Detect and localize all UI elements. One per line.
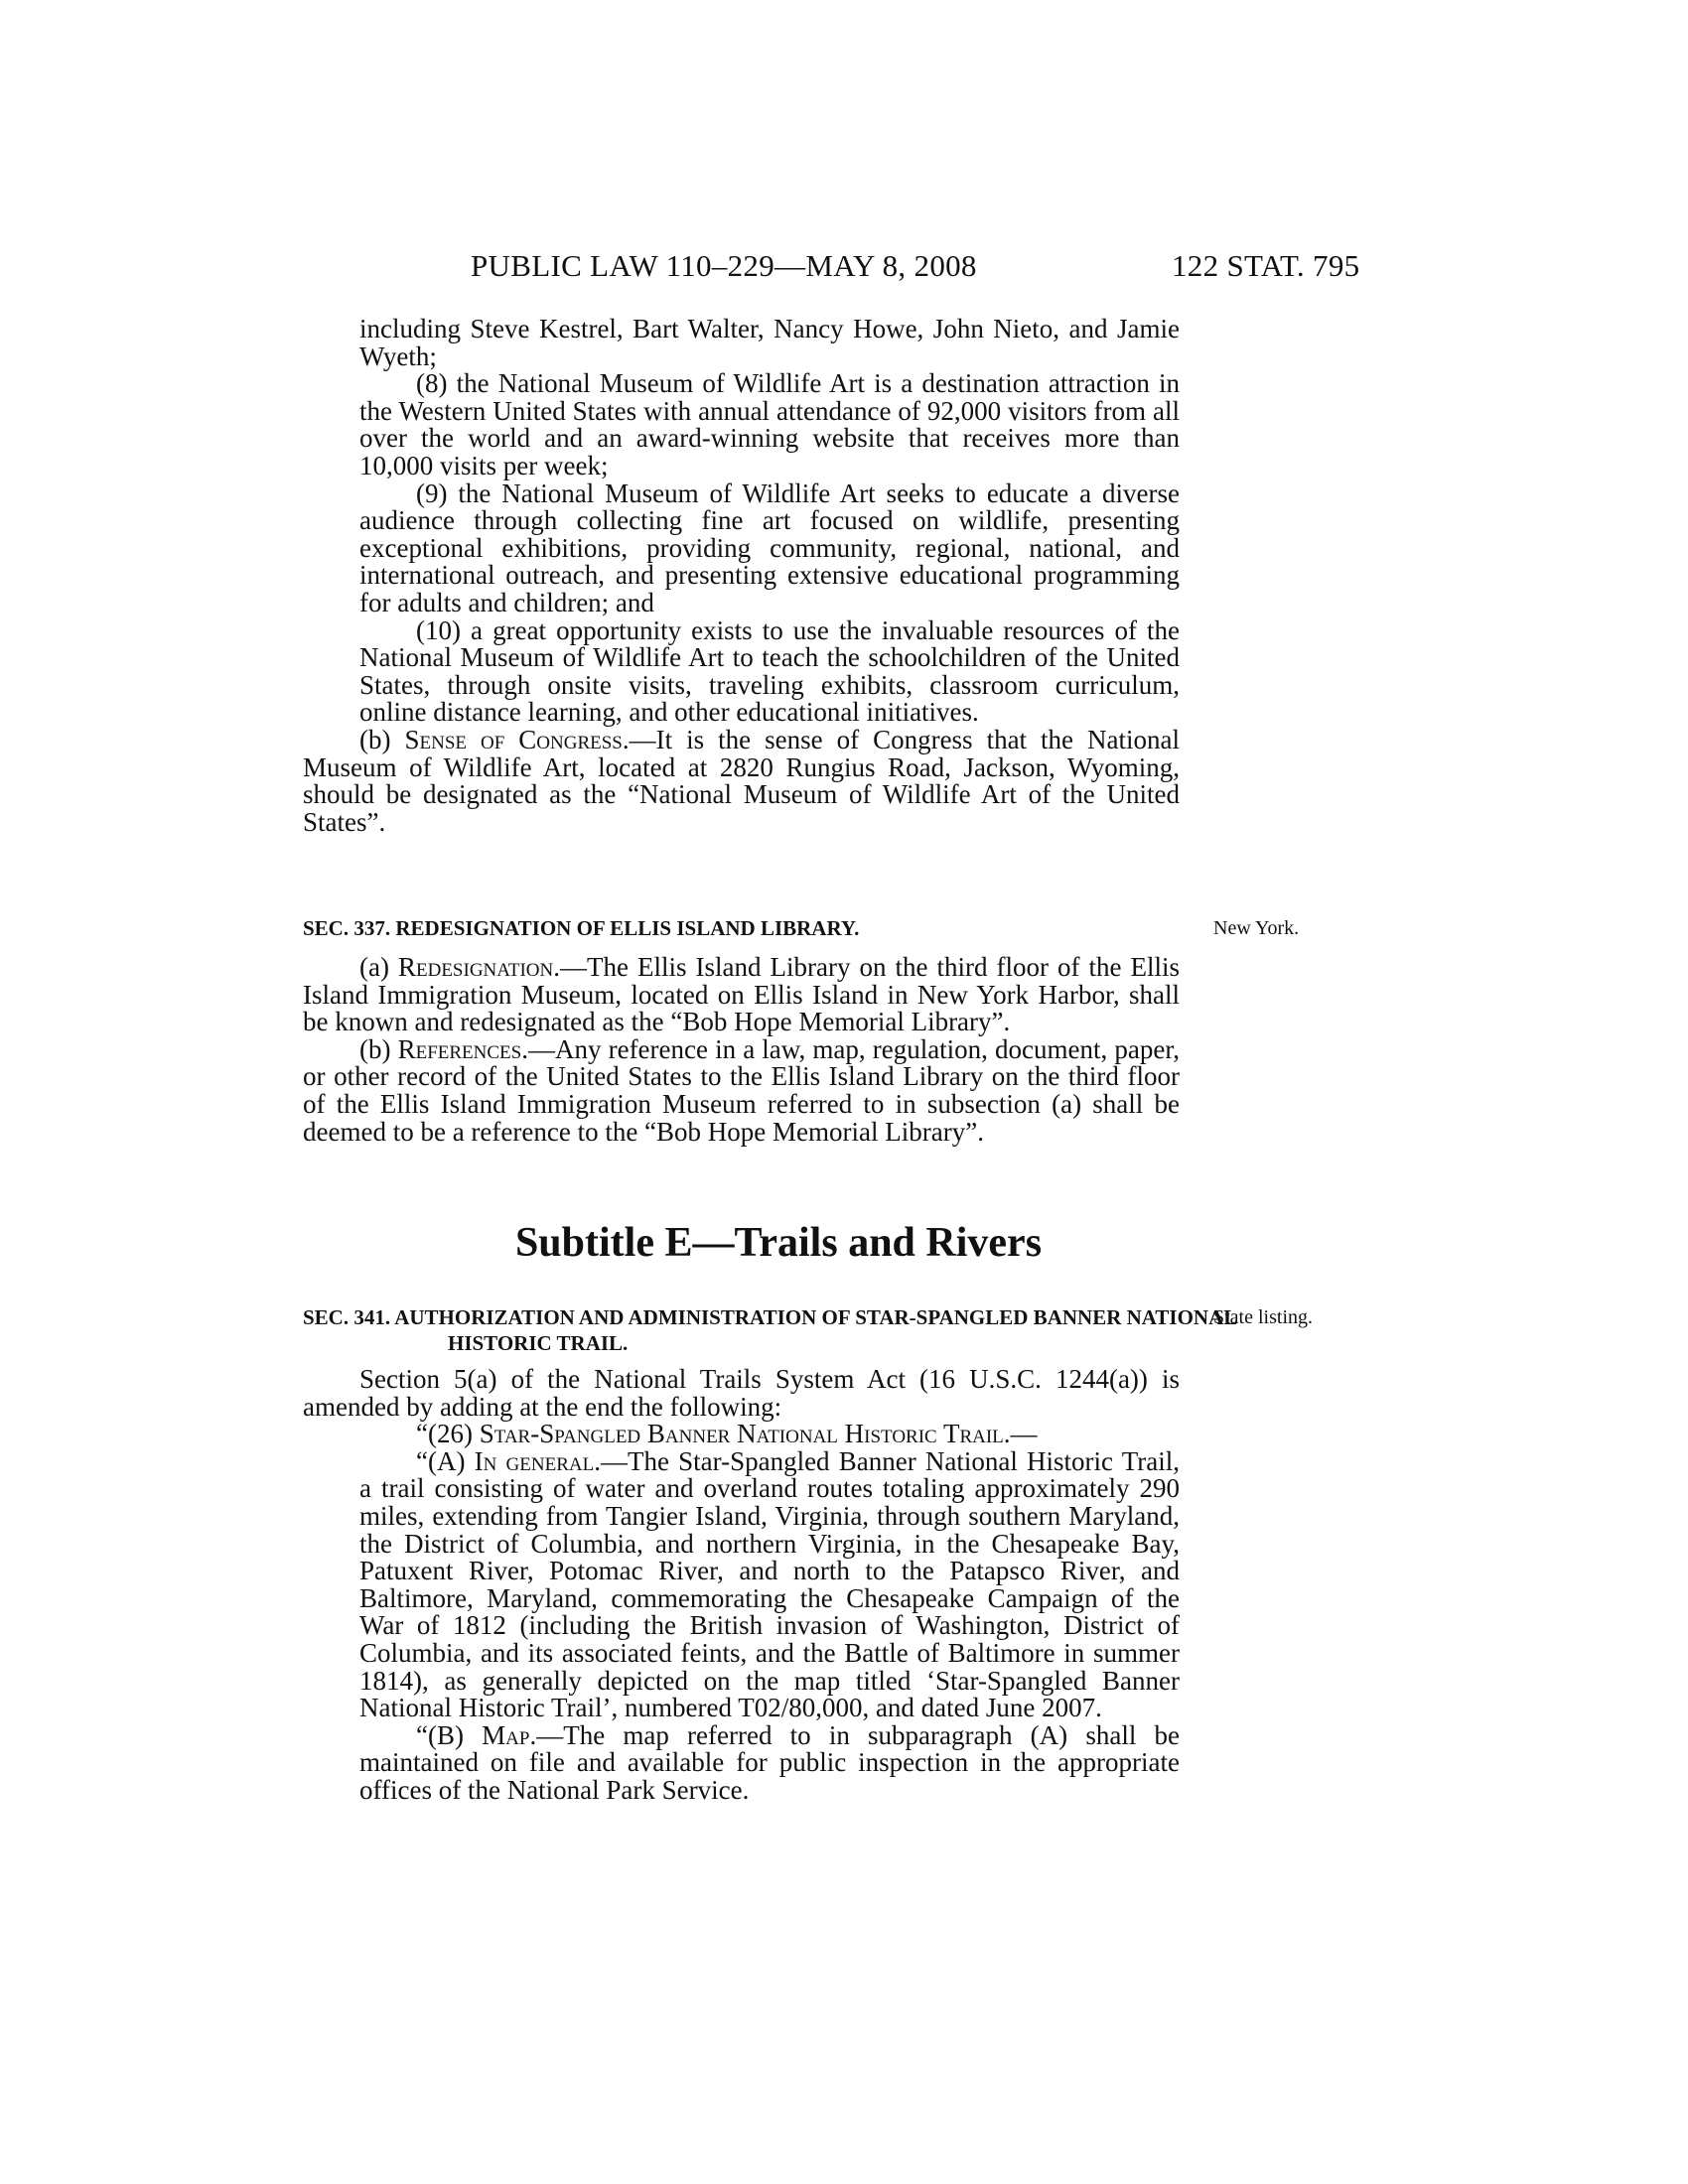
subsection-text: .—The Ellis Island Library on the third floor of the Ellis Island Immigration Museum, located on Ellis Island in New York Harbor, shall be known and redesignated as the “Bob Hope Memorial Library”. — [303, 952, 1180, 1037]
subtitle-text: Subtitle E—Trails and Rivers — [514, 1220, 1043, 1266]
subparagraph-heading: Map — [482, 1719, 530, 1750]
paragraph-9: (9) the National Museum of Wildlife Art seeks to educate a diverse audience through collecting fine art focused on wildlife, presenting exceptional exhibitions, providing community, regional, national, and international outreach, and presenting extensive educational programming for adults and children; and — [359, 478, 1180, 617]
subtitle-heading — [0, 1219, 1688, 1267]
subsection-lead: (b) — [359, 1033, 398, 1064]
paragraph-7-continuation: including Steve Kestrel, Bart Walter, Nancy Howe, John Nieto, and Jamie Wyeth; — [359, 314, 1180, 371]
subsection-lead: (a) — [359, 952, 398, 982]
paragraph-26-heading — [303, 1421, 1180, 1448]
findings-block — [303, 316, 1180, 836]
margin-note-state-listing: State listing. — [1213, 1306, 1313, 1328]
subsection-b-references — [303, 1033, 1181, 1147]
subparagraph-a-in-general — [303, 1445, 1180, 1723]
running-header-title: PUBLIC LAW 110–229—MAY 8, 2008 — [471, 248, 977, 283]
subparagraph-text: .—The Star-Spangled Banner National Historic Trail, a trail consisting of water and overland routes totaling approximately 290 miles, extending from Tangier Island, Virginia, through southern Maryland, the District of Columbia, and northern Virginia, in the Chesapeake Bay, Patuxent River, Potomac River, and north to the Patapsco River, and Baltimore, Maryland, commemorating the Chesapeake Campaign of the War of 1812 (including the British invasion of Washington, District of Columbia, and its associated feints, and the Battle of Baltimore in summer 1814), as generally depicted on the map titled ‘Star-Spangled Banner National Historic Trail’, numbered T02/80,000, and dated June 2007. — [359, 1445, 1180, 1723]
subsection-text: .—Any reference in a law, map, regulation, document, paper, or other record of the United States to the Ellis Island Library on the third floor of the Ellis Island Immigration Museum referred to in subsection (a) shall be deemed to be a reference to the “Bob Hope Memorial Library”. — [303, 1033, 1181, 1147]
paragraph-8: (8) the National Museum of Wildlife Art is a destination attraction in the Western United States with annual attendance of 92,000 visitors from all over the world and an award-winning website that receives more than 10,000 visits per week; — [359, 368, 1180, 480]
paragraph-lead: “(26) — [416, 1419, 480, 1449]
paragraph-heading: Star-Spangled Banner National Historic Trail — [479, 1419, 1004, 1449]
paragraph-dash: .— — [1003, 1419, 1038, 1449]
page-stat-number: 122 STAT. 795 — [1172, 248, 1360, 283]
subparagraph-heading: In general — [474, 1445, 595, 1476]
subsection-text: .—It is the sense of Congress that the National Museum of Wildlife Art, located at 2820 Rungius Road, Jackson, Wyoming, should be designated as the “National Museum of Wildlife Art of the United States”. — [303, 724, 1181, 837]
subsection-b-sense-of-congress — [303, 724, 1181, 837]
subsection-a-redesignation — [303, 954, 1180, 1036]
subsection-heading: Sense of Congress — [404, 724, 623, 754]
subparagraph-lead: “(B) — [416, 1719, 483, 1750]
paragraph-10: (10) a great opportunity exists to use the invaluable resources of the National Museum of Wildlife Art to teach the schoolchildren of the United States, through onsite visits, traveling exhibits, classroom curriculum, online distance learning, and other educational initiatives. — [359, 614, 1180, 728]
sec-337-heading: SEC. 337. REDESIGNATION OF ELLIS ISLAND LIBRARY. — [303, 916, 860, 940]
sec-341-intro: Section 5(a) of the National Trails System Act (16 U.S.C. 1244(a)) is amended by adding at the end the following: — [303, 1364, 1180, 1422]
subsection-heading: References — [397, 1033, 522, 1064]
sec-341-body — [303, 1366, 1180, 1805]
margin-note-new-york: New York. — [1213, 917, 1300, 939]
sec-341-heading: SEC. 341. AUTHORIZATION AND ADMINISTRATION OF STAR-SPANGLED BANNER NATIONAL HISTORIC TRAIL. — [303, 1305, 1237, 1355]
subsection-heading: Redesignation — [397, 952, 554, 982]
subsection-lead: (b) — [359, 724, 405, 754]
sec-337-body — [303, 954, 1180, 1146]
subparagraph-text: .—The map referred to in subparagraph (A) shall be maintained on file and available for public inspection in the appropriate offices of the National Park Service. — [359, 1719, 1180, 1805]
subparagraph-b-map — [303, 1719, 1180, 1805]
subparagraph-lead: “(A) — [416, 1445, 475, 1476]
